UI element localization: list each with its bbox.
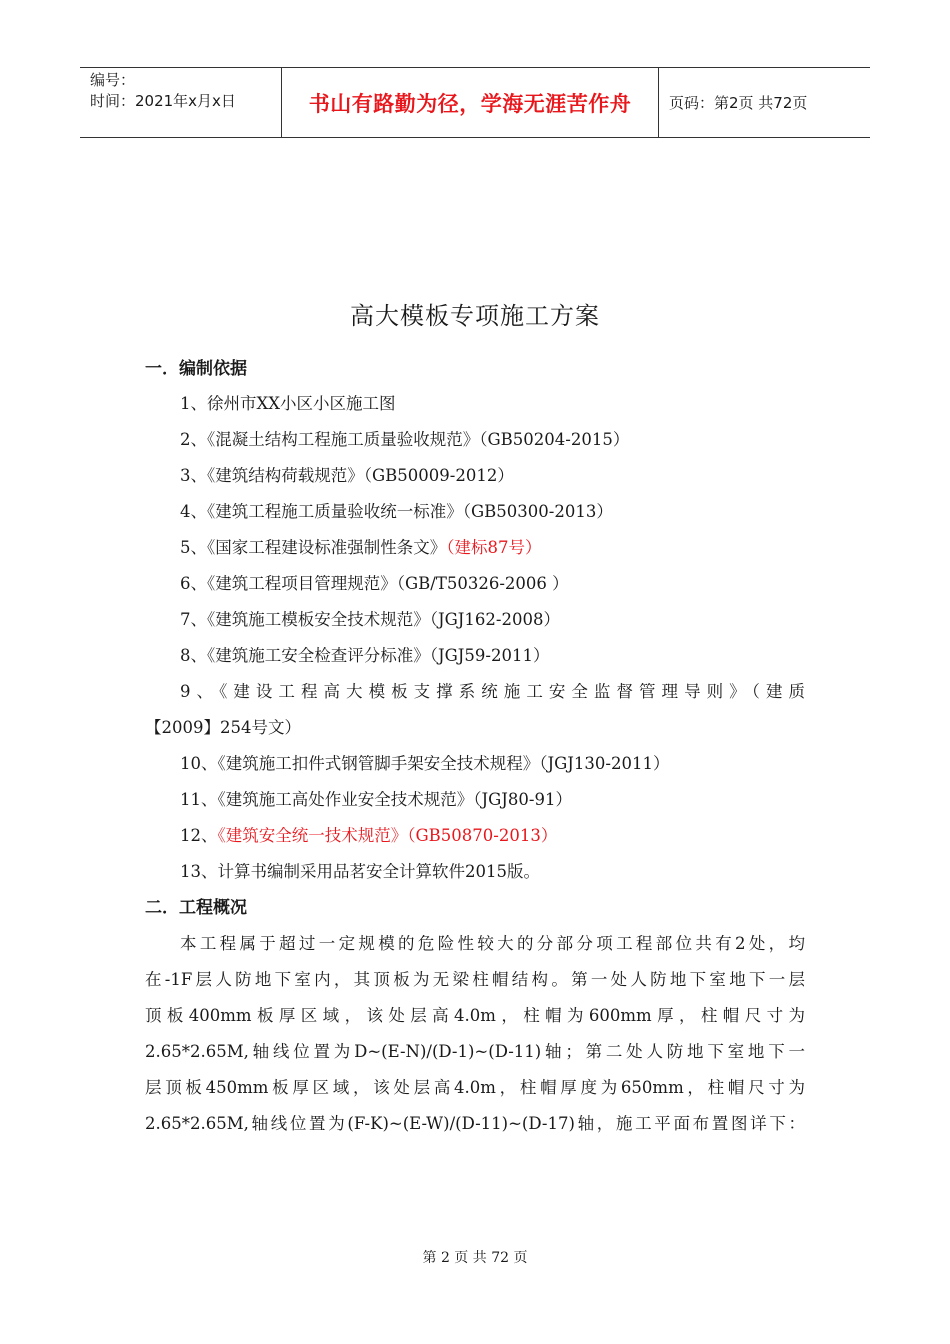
number-label: 编号： xyxy=(90,71,136,89)
overview-line: 层顶板450mm板厚区域，该处层高4.0m，柱帽厚度为650mm，柱帽尺寸为 xyxy=(145,1078,805,1097)
reference-item: 10、《建筑施工扣件式钢管脚手架安全技术规程》（JGJ130-2011） xyxy=(180,754,670,773)
document-title: 高大模板专项施工方案 xyxy=(350,302,600,330)
reference-item: 11、《建筑施工高处作业安全技术规范》（JGJ80-91） xyxy=(180,790,572,809)
reference-item: 2、《混凝土结构工程施工质量验收规范》（GB50204-2015） xyxy=(180,430,630,449)
reference-item: 1、徐州市XX小区小区施工图 xyxy=(180,394,396,413)
reference-item-9-line2: 【2009】254号文） xyxy=(145,718,301,737)
header-slogan: 书山有路勤为径，学海无涯苦作舟 xyxy=(282,68,659,137)
reference-item: 5、《国家工程建设标准强制性条文》（建标87号） xyxy=(180,538,542,557)
reference-item: 8、《建筑施工安全检查评分标准》（JGJ59-2011） xyxy=(180,646,550,665)
header-page-info: 页码：第2页 共72页 xyxy=(669,94,808,112)
overview-line: 2.65*2.65M,轴线位置为(F-K)~(E-W)/(D-11)~(D-17)轴，施工平面布置图详下： xyxy=(145,1114,805,1133)
overview-line: 顶板400mm板厚区域，该处层高4.0m，柱帽为600mm厚，柱帽尺寸为 xyxy=(145,1006,805,1025)
page-header xyxy=(80,67,870,138)
date-label: 时间：2021年x月x日 xyxy=(90,92,236,110)
overview-line: 2.65*2.65M,轴线位置为D~(E-N)/(D-1)~(D-11)轴；第二处人防地下室地下一 xyxy=(145,1042,805,1061)
header-meta xyxy=(80,68,282,137)
reference-item: 7、《建筑施工模板安全技术规范》（JGJ162-2008） xyxy=(180,610,560,629)
section-heading-overview: 二．工程概况 xyxy=(145,898,247,918)
overview-line: 在-1F层人防地下室内，其顶板为无梁柱帽结构。第一处人防地下室地下一层 xyxy=(145,970,805,989)
reference-item: 3、《建筑结构荷载规范》（GB50009-2012） xyxy=(180,466,514,485)
overview-line: 本工程属于超过一定规模的危险性较大的分部分项工程部位共有2处，均 xyxy=(180,934,805,953)
reference-item: 12、《建筑安全统一技术规范》（GB50870-2013） xyxy=(180,826,558,845)
reference-item: 13、计算书编制采用品茗安全计算软件2015版。 xyxy=(180,862,540,881)
reference-item: 6、《建筑工程项目管理规范》（GB/T50326-2006 ） xyxy=(180,574,569,593)
reference-item: 4、《建筑工程施工质量验收统一标准》（GB50300-2013） xyxy=(180,502,613,521)
page-footer: 第 2 页 共 72 页 xyxy=(422,1250,528,1266)
reference-item-9-line1: 9、《建设工程高大模板支撑系统施工安全监督管理导则》（建质 xyxy=(180,682,805,701)
section-heading-basis: 一．编制依据 xyxy=(145,359,247,379)
